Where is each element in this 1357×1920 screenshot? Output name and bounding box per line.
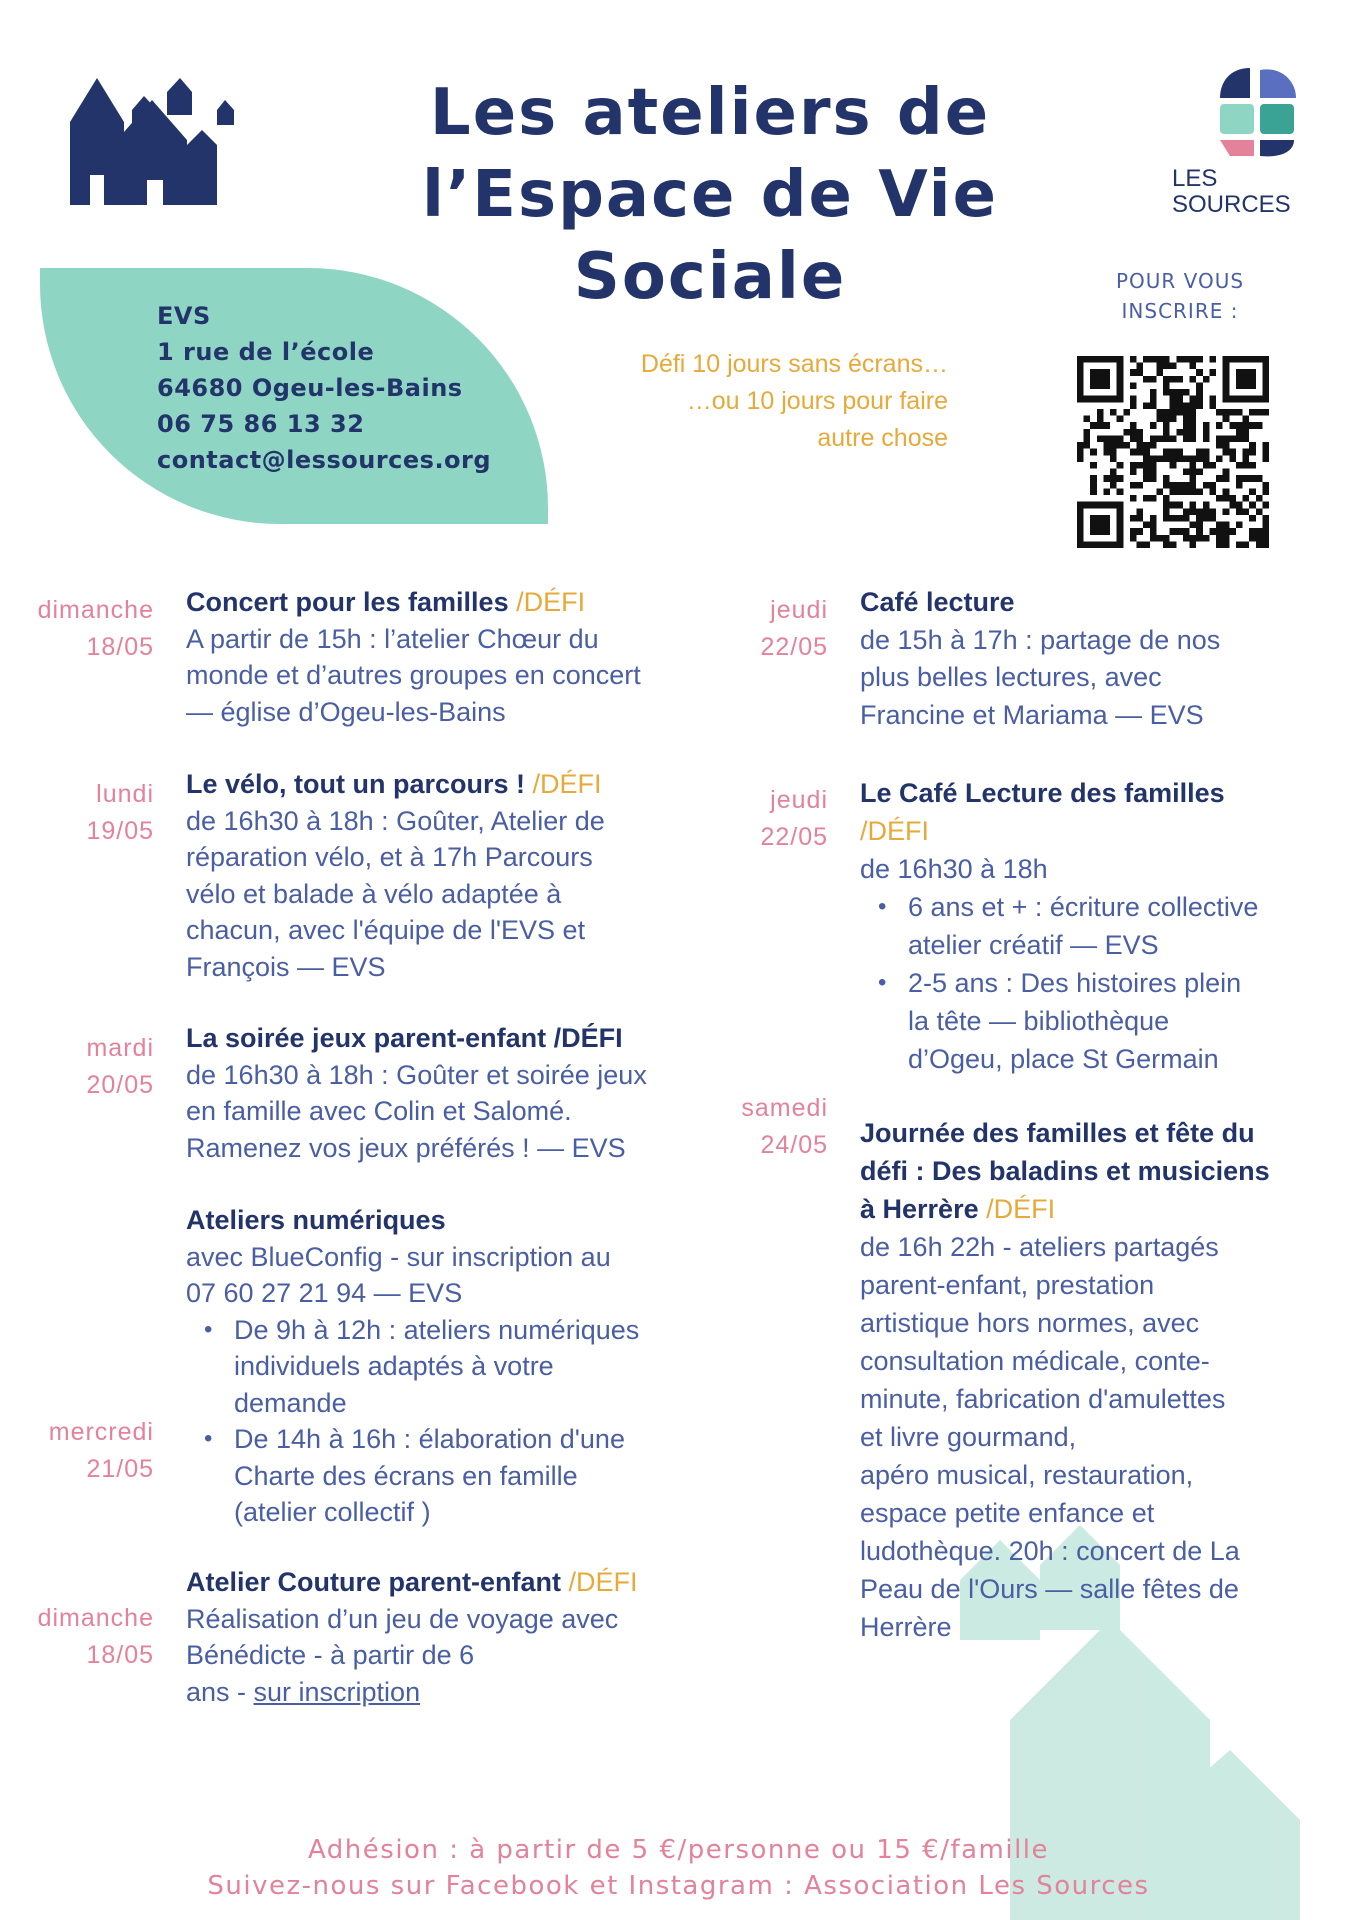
event-journee-familles: Journée des familles et fête du défi : Des baladins et musiciens à Herrère /DÉFI de 16h 22h - ateliers partagés parent-enfant, prestation artistique hors normes, avec consultation médicale, conte- minute, fabrication d'amulettes et livre gourmand, apéro musical, restauration, espace petite enfance et ludothèque. 20h : concert de La Peau de l'Ours — salle fêtes de Herrère — [860, 1118, 1270, 1642]
inscription-label: POUR VOUS INSCRIRE : — [1115, 269, 1245, 323]
event-cafe-lecture: Café lecture de 15h à 17h : partage de nos plus belles lectures, avec Francine et Mariama — EVS — [860, 587, 1221, 730]
contact-block — [157, 298, 491, 478]
event-date: lundi 19/05 — [86, 780, 154, 845]
les-sources-wordmark: LES SOURCES — [1172, 165, 1291, 218]
contact-city: 64680 Ogeu-les-Bains — [157, 374, 463, 402]
contact-email[interactable]: contact@lessources.org — [157, 446, 492, 474]
qr-code-icon[interactable] — [1077, 356, 1269, 548]
list-item: • De 14h à 16h : élaboration d'une Charte des écrans en famille (atelier collectif ) — [234, 1421, 726, 1531]
event-velo: Le vélo, tout un parcours ! /DÉFI de 16h30 à 18h : Goûter, Atelier de réparation vélo, et à 17h Parcours vélo et balade à vélo adaptée à chacun, avec l'équipe de l'EVS et François — EVS — [186, 769, 605, 982]
event-cafe-lecture-familles: Le Café Lecture des familles /DÉFI de 16h30 à 18h • 6 ans et + : écriture collective atelier créatif — EVS • 2-5 ans : Des histoires plein la tête — bibliothèque d’Ogeu, place St Germain — [860, 774, 1330, 1078]
list-item: • 2-5 ans : Des histoires plein la tête — bibliothèque d’Ogeu, place St Germain — [908, 964, 1330, 1078]
event-date: jeudi 22/05 — [760, 596, 828, 661]
event-ateliers-numeriques: Ateliers numériques avec BlueConfig - sur inscription au 07 60 27 21 94 — EVS • De 9h à 12h : ateliers numériques individuels adaptés à votre demande • De 14h à 16h : élaboration d'une Charte des écrans en famille (atelier collectif ) — [186, 1202, 726, 1531]
page-title: Les ateliers de l’Espace de Vie Sociale — [422, 76, 998, 314]
contact-name: EVS — [157, 302, 211, 330]
contact-address: 1 rue de l’école — [157, 338, 375, 366]
footer-adhesion: Adhésion : à partir de 5 €/personne ou 15 €/famille — [307, 1835, 1050, 1865]
contact-phone[interactable]: 06 75 86 13 32 — [157, 410, 365, 438]
event-date: dimanche 18/05 — [37, 1604, 154, 1669]
event-date: mardi 20/05 — [86, 1034, 154, 1099]
inscription-link[interactable]: sur inscription — [253, 1676, 421, 1707]
event-date: jeudi 22/05 — [760, 786, 828, 851]
list-item: • 6 ans et + : écriture collective atelier créatif — EVS — [908, 888, 1330, 964]
les-sources-logo-icon — [1210, 60, 1302, 160]
event-date: dimanche 18/05 — [37, 596, 154, 661]
event-concert: Concert pour les familles /DÉFI A partir de 15h : l’atelier Chœur du monde et d’autres groupes en concert — église d’Ogeu-les-Bains — [186, 587, 641, 727]
event-couture: Atelier Couture parent-enfant /DÉFI Réalisation d’un jeu de voyage avec Bénédicte - à partir de 6 ans - sur inscription — [186, 1567, 638, 1707]
event-date: samedi 24/05 — [741, 1094, 828, 1159]
event-date: mercredi 21/05 — [48, 1418, 154, 1483]
event-soiree-jeux: La soirée jeux parent-enfant /DÉFI de 16h30 à 18h : Goûter et soirée jeux en famille avec Colin et Salomé. Ramenez vos jeux préférés ! — EVS — [186, 1023, 647, 1163]
list-item: • De 9h à 12h : ateliers numériques individuels adaptés à votre demande — [234, 1312, 726, 1422]
defi-intro: Défi 10 jours sans écrans… …ou 10 jours pour faire autre chose — [640, 350, 948, 452]
houses-logo-icon — [62, 70, 252, 210]
footer-social: Suivez-nous sur Facebook et Instagram : Association Les Sources — [207, 1871, 1150, 1901]
